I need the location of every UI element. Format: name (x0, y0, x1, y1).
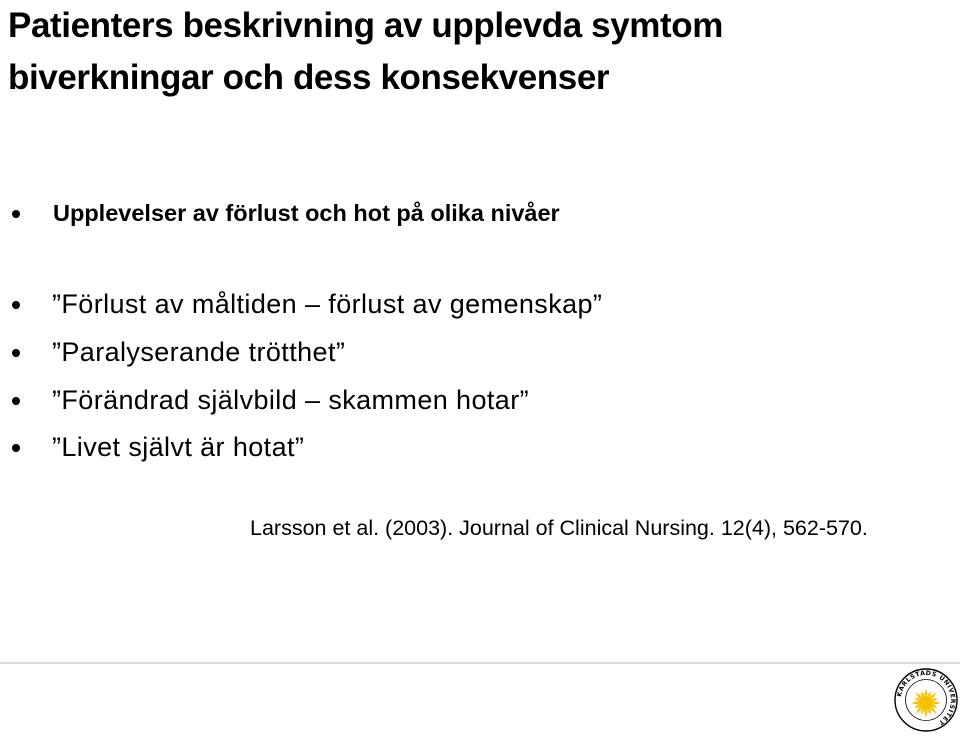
heading-bullet-text: Upplevelser av förlust och hot på olika nivåer (53, 200, 560, 226)
quote-bullet (0, 380, 950, 420)
bullet-dot (12, 444, 20, 452)
quote-text: ”Förlust av måltiden – förlust av gemenskap” (52, 289, 603, 319)
quote-bullet (0, 284, 950, 324)
title-line-1: Patienters beskrivning av upplevda symtom (8, 6, 723, 45)
title-line-2: biverkningar och dess konsekvenser (8, 58, 610, 97)
bullet-dot (12, 210, 20, 218)
reference-citation: Larsson et al. (2003). Journal of Clinical Nursing. 12(4), 562-570. (250, 516, 868, 540)
quote-bullet (0, 427, 950, 467)
university-logo (894, 668, 958, 732)
footer-divider (0, 662, 960, 664)
sun-core (919, 696, 934, 711)
quote-text: ”Livet självt är hotat” (52, 432, 305, 462)
quote-text: ”Förändrad självbild – skammen hotar” (52, 385, 529, 415)
quote-text: ”Paralyserande trötthet” (52, 337, 346, 367)
bullet-dot (12, 397, 20, 405)
slide-title (8, 0, 948, 104)
quote-bullet (0, 332, 950, 372)
heading-bullet (0, 193, 950, 233)
bullet-dot (12, 301, 20, 309)
logo-text: KARLSTADS UNIVERSITET (896, 669, 957, 727)
bullet-dot (12, 349, 20, 357)
